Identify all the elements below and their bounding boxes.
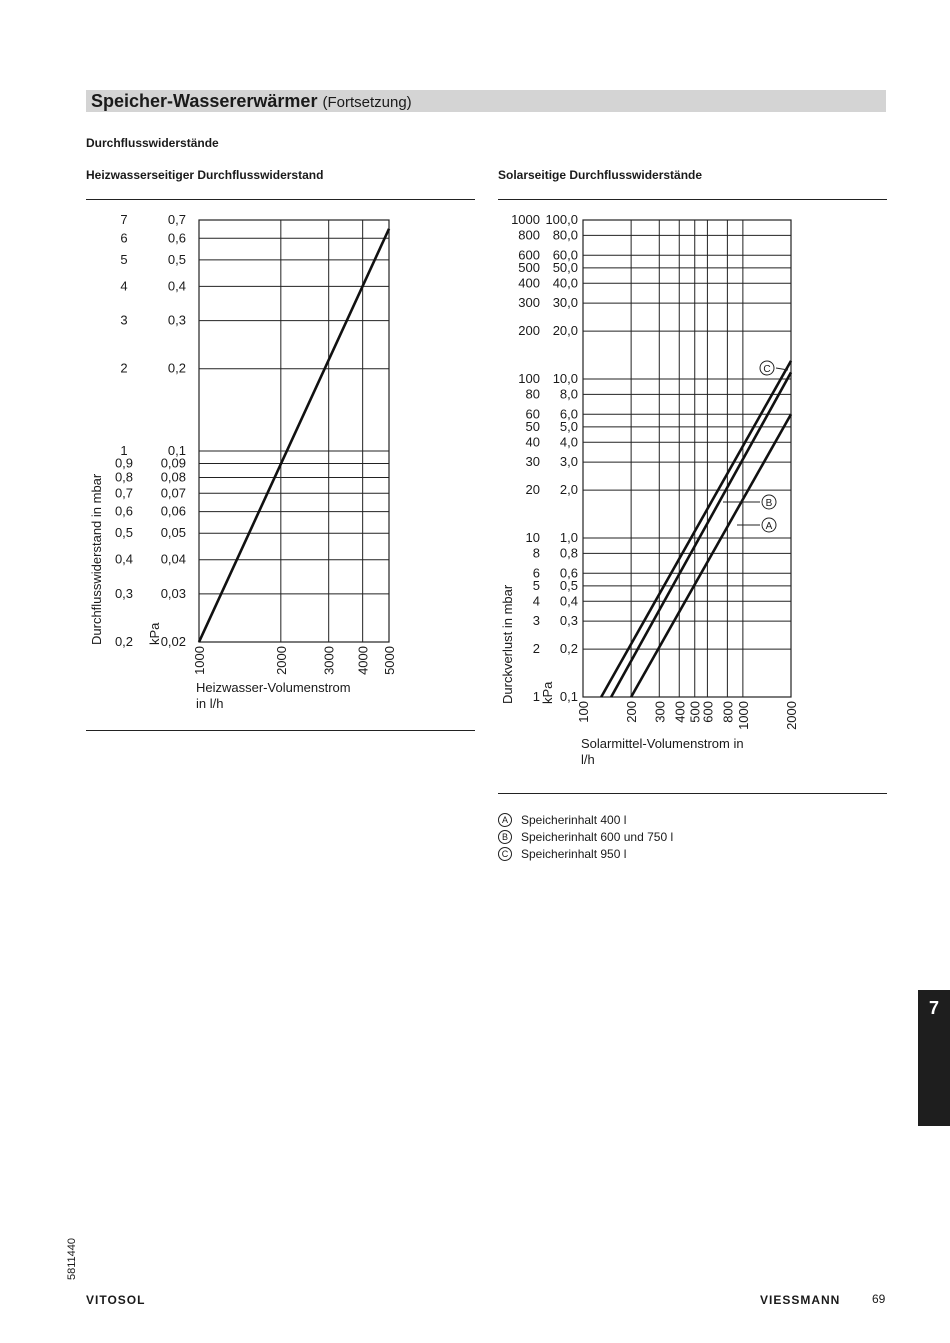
page-title: Speicher-Wassererwärmer bbox=[91, 91, 318, 111]
heizwasser-ytick-mbar: 3 bbox=[120, 312, 128, 328]
legend-key-c: C bbox=[498, 847, 512, 861]
solar-xtick-label: 800 bbox=[720, 701, 736, 723]
series-callout-label-b: B bbox=[765, 498, 773, 509]
solar-ylabel-kpa: kPa bbox=[540, 681, 555, 704]
solar-xtick-label: 400 bbox=[672, 701, 688, 723]
solar-xtick-label: 500 bbox=[687, 701, 703, 723]
solar-ytick-mbar: 5 bbox=[532, 577, 540, 593]
solar-ytick-mbar: 10 bbox=[525, 530, 540, 545]
solar-ytick-mbar: 400 bbox=[518, 275, 540, 291]
solar-series-line-a bbox=[631, 414, 791, 697]
solar-xlabel-line2: l/h bbox=[581, 752, 595, 767]
heizwasser-xlabel-line1: Heizwasser-Volumenstrom bbox=[196, 680, 351, 695]
heizwasser-ytick-mbar: 6 bbox=[120, 230, 128, 246]
solar-ytick-kpa: 0,3 bbox=[559, 613, 578, 629]
solar-ytick-mbar: 40 bbox=[525, 434, 540, 450]
heizwasser-ytick-kpa: 0,6 bbox=[167, 230, 186, 246]
heizwasser-ytick-mbar: 0,4 bbox=[114, 551, 134, 567]
solar-ytick-mbar: 6 bbox=[532, 565, 540, 581]
section-title: Durchflusswiderstände bbox=[86, 136, 219, 150]
heizwasser-ytick-mbar: 2 bbox=[120, 360, 128, 376]
heizwasser-ytick-mbar: 0,9 bbox=[114, 455, 134, 471]
solar-ytick-kpa: 10,0 bbox=[552, 371, 578, 386]
chapter-number: 7 bbox=[928, 998, 939, 1018]
solar-xtick-label: 300 bbox=[652, 701, 668, 723]
footer-product: VITOSOL bbox=[86, 1293, 146, 1307]
solar-ytick-kpa: 8,0 bbox=[559, 386, 578, 402]
solar-xtick-label: 2000 bbox=[784, 701, 799, 730]
solar-ylabel: Durckverlust in mbar bbox=[500, 584, 515, 704]
solar-ytick-kpa: 0,6 bbox=[559, 565, 578, 581]
solar-chart bbox=[500, 212, 799, 767]
solar-ytick-mbar: 200 bbox=[518, 323, 540, 339]
heizwasser-ytick-mbar: 7 bbox=[120, 212, 128, 227]
heizwasser-xtick-label: 3000 bbox=[321, 646, 337, 675]
heizwasser-ytick-mbar: 0,2 bbox=[114, 634, 134, 649]
solar-ytick-mbar: 60 bbox=[525, 406, 540, 422]
solar-xlabel-line1: Solarmittel-Volumenstrom in bbox=[581, 736, 744, 751]
legend-text-b: Speicherinhalt 600 und 750 l bbox=[521, 829, 674, 844]
solar-ytick-mbar: 80 bbox=[525, 386, 540, 402]
solar-ytick-mbar: 50 bbox=[525, 418, 540, 434]
legend-item-a bbox=[498, 811, 673, 828]
chapter-tab bbox=[918, 990, 950, 1126]
solar-ytick-mbar: 1 bbox=[532, 689, 540, 704]
solar-ytick-kpa: 4,0 bbox=[559, 434, 578, 450]
solar-ytick-mbar: 3 bbox=[532, 613, 540, 629]
heizwasser-xtick-label: 4000 bbox=[355, 646, 371, 675]
heizwasser-ytick-kpa: 0,05 bbox=[160, 525, 186, 541]
heizwasser-xtick-label: 1000 bbox=[192, 646, 207, 675]
solar-ytick-mbar: 20 bbox=[525, 482, 540, 498]
heizwasser-ytick-mbar: 0,6 bbox=[114, 503, 134, 519]
solar-ytick-kpa: 40,0 bbox=[552, 275, 578, 291]
solar-ytick-kpa: 80,0 bbox=[552, 227, 578, 243]
solar-ytick-kpa: 2,0 bbox=[559, 482, 578, 498]
heizwasser-ytick-kpa: 0,08 bbox=[160, 469, 186, 485]
page-subtitle: (Fortsetzung) bbox=[322, 94, 412, 111]
solar-ytick-kpa: 0,5 bbox=[559, 577, 578, 593]
solar-ytick-kpa: 0,8 bbox=[559, 545, 578, 561]
heizwasser-ytick-mbar: 1 bbox=[120, 442, 128, 458]
heizwasser-ytick-mbar: 0,7 bbox=[114, 485, 134, 501]
solar-plot-frame bbox=[583, 220, 791, 697]
heizwasser-ytick-mbar: 4 bbox=[120, 278, 128, 294]
heizwasser-ytick-mbar: 0,5 bbox=[114, 525, 134, 541]
solar-ytick-mbar: 800 bbox=[518, 227, 540, 243]
heizwasser-xlabel bbox=[196, 680, 351, 711]
heizwasser-ylabel: Durchflusswiderstand in mbar bbox=[89, 473, 104, 645]
heizwasser-ytick-kpa: 0,2 bbox=[167, 360, 186, 376]
left-chart-heading: Heizwasserseitiger Durchflusswiderstand bbox=[86, 168, 324, 182]
heizwasser-chart bbox=[89, 212, 397, 711]
heizwasser-ytick-mbar: 5 bbox=[120, 251, 128, 267]
solar-ytick-mbar: 600 bbox=[518, 247, 540, 263]
heizwasser-ytick-kpa: 0,1 bbox=[167, 442, 186, 458]
solar-ytick-kpa: 20,0 bbox=[552, 323, 578, 339]
solar-xlabel bbox=[581, 736, 744, 767]
heizwasser-ylabel-kpa: kPa bbox=[147, 622, 162, 645]
solar-ytick-kpa: 100,0 bbox=[545, 212, 578, 227]
legend-item-b bbox=[498, 828, 673, 845]
heizwasser-ytick-kpa: 0,03 bbox=[160, 585, 186, 601]
heizwasser-ytick-kpa: 0,02 bbox=[160, 634, 186, 649]
heizwasser-xlabel-line2: in l/h bbox=[196, 696, 224, 711]
solar-xtick-label: 600 bbox=[700, 701, 716, 723]
solar-ytick-kpa: 3,0 bbox=[559, 454, 578, 470]
solar-ytick-kpa: 60,0 bbox=[552, 247, 578, 263]
solar-ytick-kpa: 0,2 bbox=[559, 641, 578, 657]
legend-key-b: B bbox=[498, 830, 512, 844]
heizwasser-ytick-kpa: 0,3 bbox=[167, 312, 186, 328]
solar-ytick-mbar: 1000 bbox=[511, 212, 540, 227]
legend-key-a: A bbox=[498, 813, 512, 827]
page-number: 69 bbox=[872, 1292, 886, 1306]
solar-ytick-kpa: 30,0 bbox=[552, 295, 578, 311]
solar-ytick-mbar: 4 bbox=[532, 593, 540, 609]
solar-xtick-label: 100 bbox=[576, 701, 591, 723]
footer-brand-logo: VIESSMANN bbox=[760, 1293, 841, 1307]
solar-ytick-kpa: 1,0 bbox=[559, 530, 578, 545]
heizwasser-series-line bbox=[199, 229, 389, 642]
solar-xtick-label: 1000 bbox=[735, 701, 751, 730]
legend bbox=[498, 811, 673, 862]
heizwasser-ytick-mbar: 0,3 bbox=[114, 585, 134, 601]
solar-xtick-label: 200 bbox=[624, 701, 640, 723]
series-callout-label-a: A bbox=[765, 521, 773, 532]
heizwasser-ytick-kpa: 0,7 bbox=[167, 212, 186, 227]
solar-ytick-mbar: 500 bbox=[518, 259, 540, 275]
solar-ytick-mbar: 2 bbox=[532, 641, 540, 657]
solar-ytick-kpa: 0,4 bbox=[559, 593, 578, 609]
heizwasser-ytick-kpa: 0,5 bbox=[167, 251, 186, 267]
heizwasser-ytick-kpa: 0,07 bbox=[160, 485, 186, 501]
heizwasser-ytick-kpa: 0,04 bbox=[160, 551, 186, 567]
solar-ytick-kpa: 5,0 bbox=[559, 418, 578, 434]
heizwasser-ytick-kpa: 0,09 bbox=[160, 455, 186, 471]
solar-ytick-mbar: 300 bbox=[518, 295, 540, 311]
heizwasser-ytick-kpa: 0,06 bbox=[160, 503, 186, 519]
solar-ytick-mbar: 30 bbox=[525, 454, 540, 470]
solar-ytick-mbar: 100 bbox=[518, 371, 540, 386]
heizwasser-ytick-kpa: 0,4 bbox=[167, 278, 186, 294]
document-number: 5811440 bbox=[66, 1237, 78, 1280]
solar-ytick-kpa: 50,0 bbox=[552, 259, 578, 275]
right-chart-heading: Solarseitige Durchflusswiderstände bbox=[498, 168, 703, 182]
heizwasser-xtick-label: 2000 bbox=[273, 646, 289, 675]
heizwasser-xtick-label: 5000 bbox=[382, 646, 397, 675]
solar-ytick-kpa: 6,0 bbox=[559, 406, 578, 422]
series-callout-label-c: C bbox=[763, 364, 771, 375]
solar-ytick-mbar: 8 bbox=[532, 545, 540, 561]
legend-text-a: Speicherinhalt 400 l bbox=[521, 812, 627, 827]
solar-series-line-b bbox=[611, 372, 791, 697]
solar-series-line-c bbox=[601, 361, 791, 697]
heizwasser-ytick-mbar: 0,8 bbox=[114, 469, 134, 485]
legend-text-c: Speicherinhalt 950 l bbox=[521, 846, 627, 861]
solar-ytick-kpa: 0,1 bbox=[559, 689, 578, 704]
legend-item-c bbox=[498, 845, 673, 862]
